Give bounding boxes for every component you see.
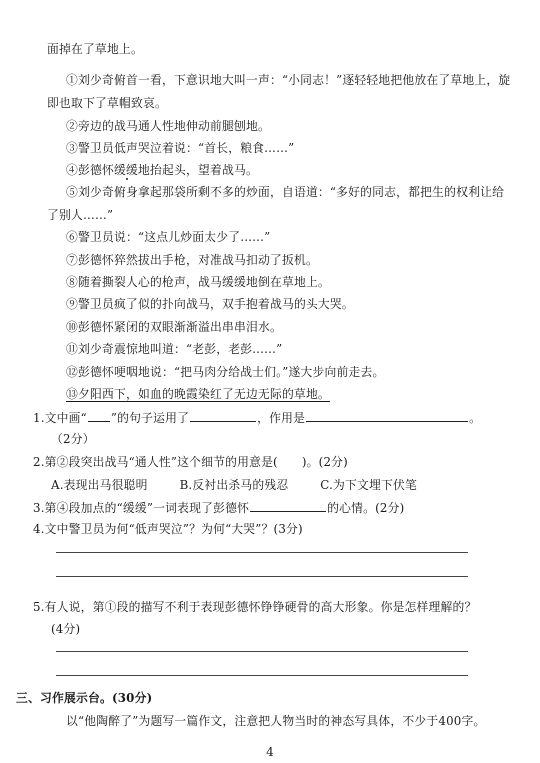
section-3-heading: 三、习作展示台。(30分) <box>16 691 153 705</box>
paragraph-13-underlined: ⑬夕阳西下，如血的晚霞染红了无边无际的草地。 <box>66 387 330 401</box>
paragraph-7: ⑦彭德怀猝然拔出手枪，对准战马扣动了扳机。 <box>66 253 318 267</box>
paragraph-2: ②旁边的战马通人性地伸动前腿刨地。 <box>66 119 270 133</box>
question-1-answer-blank-2[interactable] <box>306 409 468 422</box>
question-1 <box>33 409 481 426</box>
question-2-option-a[interactable]: A.表现出马很聪明 <box>51 478 148 492</box>
emphasized-word-huanhuan: 缓缓 <box>114 163 138 177</box>
paragraph-4-before: ④彭德怀 <box>66 163 114 177</box>
passage-lead-line: 面掉在了草地上。 <box>47 42 143 56</box>
section-3-prompt: 以“他陶醉了”为题写一篇作文，注意把人物当时的神态写具体，不少于400字。 <box>66 714 486 728</box>
page-number: 4 <box>266 745 274 759</box>
question-2-option-c[interactable]: C.为下文埋下伏笔 <box>320 478 417 492</box>
question-5-score: (4分) <box>51 622 81 636</box>
question-1-part-d: 。 <box>469 411 482 425</box>
paragraph-12: ⑫彭德怀哽咽地说：“把马肉分给战士们。”遂大步向前走去。 <box>66 365 385 379</box>
question-3-answer-blank[interactable] <box>250 499 326 512</box>
paragraph-10: ⑩彭德怀紧闭的双眼渐渐溢出串串泪水。 <box>66 320 282 334</box>
paragraph-11: ⑪刘少奇震惊地叫道：“老彭，老彭……” <box>66 342 283 356</box>
question-2: 2.第②段突出战马“通人性”这个细节的用意是( )。(2分) <box>33 455 348 469</box>
paragraph-1-line-2: 即也取下了草帽致哀。 <box>47 96 167 110</box>
question-3-part-b: 的心情。(2分) <box>327 501 405 515</box>
paragraph-8: ⑧随着撕裂人心的枪声，战马缓缓地倒在草地上。 <box>66 275 330 289</box>
question-4: 4.文中警卫员为何“低声哭泣”？为何“大哭”？(3分) <box>33 522 303 536</box>
question-1-part-a: 1.文中画“ <box>33 411 87 425</box>
paragraph-1-line-1: ①刘少奇俯首一看，下意识地大叫一声：“小同志！”逐轻轻地把他放在了草地上，旋 <box>66 73 511 87</box>
paragraph-6: ⑥警卫员说：“这点儿炒面太少了……” <box>66 230 271 244</box>
question-1-part-c: ，作用是 <box>257 411 306 425</box>
question-5-answer-line-1[interactable] <box>56 651 468 652</box>
paragraph-4-after: 地抬起头，望着战马。 <box>138 163 258 177</box>
question-3 <box>33 499 404 516</box>
question-3-part-a: 3.第④段加点的“缓缓”一词表现了彭德怀 <box>33 501 250 515</box>
paragraph-3: ③警卫员低声哭泣着说：“首长，粮食……” <box>66 141 295 155</box>
question-5-answer-line-2[interactable] <box>56 675 468 676</box>
question-4-answer-line-1[interactable] <box>56 552 468 553</box>
paragraph-5-line-2: 了别人……” <box>47 208 114 222</box>
question-1-marker-blank <box>88 409 110 422</box>
question-1-part-b: ”的句子运用了 <box>110 411 190 425</box>
paragraph-9: ⑨警卫员疯了似的扑向战马，双手抱着战马的头大哭。 <box>66 297 354 311</box>
question-4-answer-line-2[interactable] <box>56 576 468 577</box>
question-2-option-b[interactable]: B.反衬出杀马的残忍 <box>179 478 289 492</box>
question-1-answer-blank-1[interactable] <box>190 409 256 422</box>
paragraph-4 <box>66 162 258 178</box>
question-5-line-1: 5.有人说，第①段的描写不利于表现彭德怀铮铮硬骨的高大形象。你是怎样理解的？ <box>33 600 477 614</box>
paragraph-5-line-1: ⑤刘少奇俯身拿起那袋所剩不多的炒面，自语道：“多好的同志，都把生的权利让给 <box>66 185 505 199</box>
question-2-options <box>51 477 417 493</box>
question-1-score: （2分） <box>51 432 95 446</box>
